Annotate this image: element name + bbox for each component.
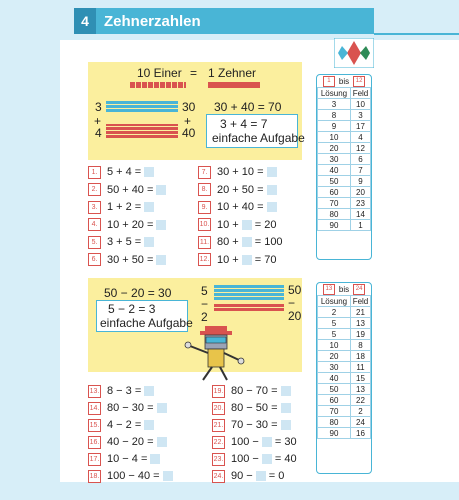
sub-bars-top bbox=[214, 284, 284, 300]
exercise-number: 13. bbox=[88, 385, 101, 398]
table-row bbox=[318, 373, 371, 384]
sub-r3: 20 bbox=[288, 309, 302, 323]
sub-simple-task-label: einfache Aufgabe bbox=[100, 316, 193, 330]
exercise-term: = bbox=[146, 218, 154, 231]
answer-table-2 bbox=[316, 282, 372, 474]
table-2-col-feld: Feld bbox=[350, 296, 370, 307]
exercise-term: = bbox=[146, 253, 154, 266]
table-1-range bbox=[317, 75, 371, 87]
table-1-col-feld: Feld bbox=[350, 88, 370, 99]
tens-bars-bottom bbox=[106, 124, 178, 138]
exercise-row bbox=[198, 183, 280, 197]
exercise-row bbox=[212, 418, 294, 432]
field-cell: 11 bbox=[350, 362, 370, 373]
table-row bbox=[318, 165, 371, 176]
header-rule bbox=[374, 33, 459, 35]
field-cell: 17 bbox=[350, 121, 370, 132]
exercise-term: 40 bbox=[131, 183, 144, 196]
table-row bbox=[318, 99, 371, 110]
exercise-expression-pre: 80 + bbox=[217, 236, 239, 248]
answer-table-1 bbox=[316, 74, 372, 260]
sub-a: 5 bbox=[201, 284, 208, 298]
exercise-expression-pre: 90 − bbox=[231, 470, 253, 482]
exercise-expression bbox=[107, 219, 153, 231]
exercise-number: 15. bbox=[88, 419, 101, 432]
exercise-term: 10 bbox=[107, 218, 120, 231]
field-cell: 18 bbox=[350, 351, 370, 362]
rule-equals: = bbox=[190, 66, 198, 80]
exercise-number: 12. bbox=[198, 253, 211, 266]
exercise-number: 16. bbox=[88, 436, 101, 449]
table-row bbox=[318, 417, 371, 428]
exercise-number: 23. bbox=[212, 453, 225, 466]
exercise-number: 21. bbox=[212, 419, 225, 432]
solution-cell: 40 bbox=[318, 165, 351, 176]
exercise-row bbox=[88, 452, 163, 466]
table-row bbox=[318, 362, 371, 373]
sub-b: 2 bbox=[201, 310, 208, 324]
exercise-number: 14. bbox=[88, 402, 101, 415]
exercise-number: 6. bbox=[88, 253, 101, 266]
table-2-col-loesung: Lösung bbox=[318, 296, 351, 307]
simple-task-label: einfache Aufgabe bbox=[212, 131, 305, 145]
publisher-logo-icon bbox=[334, 38, 374, 68]
table-2-grid bbox=[317, 295, 371, 439]
exercise-expression bbox=[107, 201, 141, 213]
exercise-row bbox=[198, 235, 283, 249]
solution-cell: 50 bbox=[318, 384, 351, 395]
field-cell: 10 bbox=[350, 99, 370, 110]
table-1-bis: bis bbox=[338, 76, 350, 86]
sub-r2: − bbox=[288, 296, 296, 310]
exercise-row bbox=[88, 418, 157, 432]
exercise-number: 1. bbox=[88, 166, 101, 179]
add-a: 3 bbox=[95, 100, 102, 114]
sub-minus: − bbox=[201, 297, 209, 311]
exercise-row bbox=[88, 401, 170, 415]
table-1-from: 1 bbox=[323, 76, 335, 87]
exercise-row bbox=[88, 235, 157, 249]
answer-blank[interactable] bbox=[163, 471, 173, 481]
solution-cell: 8 bbox=[318, 110, 351, 121]
solution-cell: 5 bbox=[318, 318, 351, 329]
exercise-term: 4 bbox=[125, 166, 132, 178]
exercise-row bbox=[212, 384, 294, 398]
table-1-to: 12 bbox=[353, 76, 365, 87]
table-row bbox=[318, 143, 371, 154]
exercise-row bbox=[212, 401, 294, 415]
solution-cell: 70 bbox=[318, 198, 351, 209]
exercise-number: 17. bbox=[88, 453, 101, 466]
exercise-number: 20. bbox=[212, 402, 225, 415]
answer-blank[interactable] bbox=[262, 437, 272, 447]
exercise-expression-post: = 100 bbox=[254, 236, 283, 248]
solution-cell: 80 bbox=[318, 417, 351, 428]
exercise-expression-pre: 20 + 50 = bbox=[217, 183, 264, 196]
table-2-range bbox=[317, 283, 371, 295]
answer-blank[interactable] bbox=[150, 454, 160, 464]
exercise-expression-post: = 30 bbox=[274, 436, 297, 448]
field-cell: 20 bbox=[350, 187, 370, 198]
exercise-row bbox=[88, 165, 157, 179]
solution-cell: 10 bbox=[318, 132, 351, 143]
answer-blank[interactable] bbox=[267, 202, 277, 212]
table-1-grid bbox=[317, 87, 371, 231]
answer-blank[interactable] bbox=[242, 255, 252, 265]
page-frame-left bbox=[0, 0, 60, 500]
exercise-number: 8. bbox=[198, 183, 211, 196]
answer-blank[interactable] bbox=[144, 386, 154, 396]
add-r3: 40 bbox=[182, 126, 196, 140]
exercise-term: + bbox=[122, 183, 129, 196]
exercise-row bbox=[88, 435, 170, 449]
exercise-row bbox=[88, 469, 176, 483]
solution-cell: 90 bbox=[318, 428, 351, 439]
sub-example-equation: 50 − 20 = 30 bbox=[104, 286, 172, 300]
table-row bbox=[318, 121, 371, 132]
exercise-term: 20 bbox=[131, 218, 144, 231]
exercise-expression-pre: 8 − 3 = bbox=[107, 385, 142, 397]
exercise-number: 10. bbox=[198, 218, 211, 231]
exercise-expression-pre: 100 − bbox=[231, 453, 259, 465]
example-equation: 30 + 40 = 70 bbox=[214, 100, 282, 114]
one-ten-bar bbox=[208, 82, 260, 88]
exercise-expression bbox=[107, 254, 153, 266]
answer-blank[interactable] bbox=[281, 386, 291, 396]
answer-blank[interactable] bbox=[144, 202, 154, 212]
solution-cell: 70 bbox=[318, 406, 351, 417]
field-cell: 15 bbox=[350, 373, 370, 384]
field-cell: 2 bbox=[350, 406, 370, 417]
table-1-col-loesung: Lösung bbox=[318, 88, 351, 99]
table-row bbox=[318, 340, 371, 351]
solution-cell: 20 bbox=[318, 143, 351, 154]
field-cell: 23 bbox=[350, 198, 370, 209]
table-row bbox=[318, 384, 371, 395]
exercise-number: 4. bbox=[88, 218, 101, 231]
exercise-number: 18. bbox=[88, 470, 101, 483]
add-b: 4 bbox=[95, 126, 102, 140]
exercise-expression-pre: 100 − 40 = bbox=[107, 470, 160, 482]
exercise-term: = bbox=[146, 183, 154, 196]
exercise-expression-pre: 80 − 50 = bbox=[231, 402, 278, 414]
exercise-term: + bbox=[122, 218, 129, 231]
exercise-expression-post: = 0 bbox=[268, 470, 285, 482]
exercise-expression-post: = 20 bbox=[254, 218, 277, 231]
exercise-expression-pre: 30 + 10 = bbox=[217, 166, 264, 178]
exercise-row bbox=[88, 218, 169, 232]
solution-cell: 40 bbox=[318, 373, 351, 384]
solution-cell: 2 bbox=[318, 307, 351, 318]
exercise-term: 3 bbox=[107, 236, 114, 248]
exercise-expression-pre: 10 + bbox=[217, 218, 239, 231]
field-cell: 19 bbox=[350, 329, 370, 340]
field-cell: 4 bbox=[350, 132, 370, 143]
table-row bbox=[318, 110, 371, 121]
table-row bbox=[318, 209, 371, 220]
robot-mascot-icon bbox=[175, 322, 255, 384]
solution-cell: 9 bbox=[318, 121, 351, 132]
exercise-expression-pre: 70 − 30 = bbox=[231, 419, 278, 431]
table-row bbox=[318, 318, 371, 329]
exercise-row bbox=[88, 384, 157, 398]
exercise-term: 50 bbox=[131, 253, 144, 266]
exercise-expression-pre: 80 − 30 = bbox=[107, 402, 154, 414]
table-row bbox=[318, 406, 371, 417]
exercise-expression bbox=[107, 236, 141, 248]
exercise-term: + bbox=[122, 253, 129, 266]
exercise-term: 1 bbox=[107, 201, 114, 213]
solution-cell: 60 bbox=[318, 187, 351, 198]
exercise-row bbox=[198, 253, 276, 267]
table-row bbox=[318, 220, 371, 231]
exercise-term: = bbox=[134, 166, 142, 178]
table-row bbox=[318, 351, 371, 362]
field-cell: 7 bbox=[350, 165, 370, 176]
exercise-expression-pre: 40 − 20 = bbox=[107, 436, 154, 448]
solution-cell: 30 bbox=[318, 362, 351, 373]
field-cell: 1 bbox=[350, 220, 370, 231]
exercise-expression-post: = 70 bbox=[254, 253, 277, 266]
table-2-to: 24 bbox=[353, 284, 365, 295]
exercise-term: + bbox=[116, 236, 123, 248]
solution-cell: 30 bbox=[318, 154, 351, 165]
field-cell: 21 bbox=[350, 307, 370, 318]
exercise-expression bbox=[107, 166, 141, 178]
exercise-term: 50 bbox=[107, 183, 120, 196]
rule-einer: 10 Einer bbox=[137, 66, 182, 80]
field-cell: 13 bbox=[350, 318, 370, 329]
field-cell: 6 bbox=[350, 154, 370, 165]
exercise-row bbox=[88, 200, 157, 214]
field-cell: 16 bbox=[350, 428, 370, 439]
exercise-number: 22. bbox=[212, 436, 225, 449]
table-row bbox=[318, 154, 371, 165]
exercise-expression-pre: 10 + bbox=[217, 253, 239, 266]
answer-blank[interactable] bbox=[156, 220, 166, 230]
exercise-expression-pre: 10 + 40 = bbox=[217, 201, 264, 213]
exercise-expression-pre: 4 − 2 = bbox=[107, 419, 142, 431]
exercise-number: 5. bbox=[88, 236, 101, 249]
exercise-number: 2. bbox=[88, 183, 101, 196]
exercise-number: 9. bbox=[198, 201, 211, 214]
chapter-title: Zehnerzahlen bbox=[104, 12, 201, 30]
answer-blank[interactable] bbox=[144, 420, 154, 430]
answer-blank[interactable] bbox=[157, 437, 167, 447]
field-cell: 13 bbox=[350, 384, 370, 395]
chapter-header bbox=[74, 8, 374, 34]
exercise-term: + bbox=[116, 166, 123, 178]
add-r2: + bbox=[184, 114, 192, 128]
tens-bars-top bbox=[106, 100, 178, 112]
exercise-expression-pre: 100 − bbox=[231, 436, 259, 448]
exercise-term: 2 bbox=[125, 201, 132, 213]
answer-blank[interactable] bbox=[242, 237, 252, 247]
table-row bbox=[318, 198, 371, 209]
field-cell: 14 bbox=[350, 209, 370, 220]
sub-bars-bottom bbox=[214, 303, 284, 311]
exercise-number: 7. bbox=[198, 166, 211, 179]
solution-cell: 90 bbox=[318, 220, 351, 231]
solution-cell: 50 bbox=[318, 176, 351, 187]
field-cell: 9 bbox=[350, 176, 370, 187]
answer-blank[interactable] bbox=[281, 403, 291, 413]
add-plus: + bbox=[94, 114, 102, 128]
table-row bbox=[318, 187, 371, 198]
chapter-number: 4 bbox=[74, 8, 96, 34]
exercise-term: 5 bbox=[107, 166, 114, 178]
solution-cell: 60 bbox=[318, 395, 351, 406]
exercise-expression-pre: 10 − 4 = bbox=[107, 453, 148, 465]
field-cell: 8 bbox=[350, 340, 370, 351]
exercise-number: 3. bbox=[88, 201, 101, 214]
answer-blank[interactable] bbox=[256, 471, 266, 481]
table-2-from: 13 bbox=[323, 284, 335, 295]
exercise-term: 30 bbox=[107, 253, 120, 266]
exercise-row bbox=[88, 183, 169, 197]
table-row bbox=[318, 176, 371, 187]
exercise-row bbox=[212, 452, 297, 466]
answer-blank[interactable] bbox=[156, 185, 166, 195]
table-2-bis: bis bbox=[338, 284, 350, 294]
table-row bbox=[318, 329, 371, 340]
solution-cell: 5 bbox=[318, 329, 351, 340]
exercise-term: = bbox=[134, 236, 142, 248]
field-cell: 24 bbox=[350, 417, 370, 428]
table-row bbox=[318, 132, 371, 143]
answer-blank[interactable] bbox=[267, 185, 277, 195]
exercise-row bbox=[198, 218, 276, 232]
answer-blank[interactable] bbox=[144, 237, 154, 247]
solution-cell: 3 bbox=[318, 99, 351, 110]
sub-simple-equation: 5 − 2 = 3 bbox=[108, 302, 156, 316]
answer-blank[interactable] bbox=[157, 403, 167, 413]
answer-blank[interactable] bbox=[144, 167, 154, 177]
exercise-row bbox=[88, 253, 169, 267]
exercise-row bbox=[212, 435, 297, 449]
field-cell: 3 bbox=[350, 110, 370, 121]
solution-cell: 80 bbox=[318, 209, 351, 220]
solution-cell: 10 bbox=[318, 340, 351, 351]
ten-units-blocks bbox=[130, 82, 186, 88]
exercise-number: 19. bbox=[212, 385, 225, 398]
exercise-row bbox=[198, 165, 280, 179]
exercise-expression-post: = 40 bbox=[274, 453, 297, 465]
exercise-expression-pre: 80 − 70 = bbox=[231, 385, 278, 397]
exercise-number: 11. bbox=[198, 236, 211, 249]
table-row bbox=[318, 307, 371, 318]
answer-blank[interactable] bbox=[156, 255, 166, 265]
exercise-term: = bbox=[134, 201, 142, 213]
field-cell: 22 bbox=[350, 395, 370, 406]
answer-blank[interactable] bbox=[267, 167, 277, 177]
exercise-expression bbox=[107, 184, 153, 196]
answer-blank[interactable] bbox=[262, 454, 272, 464]
exercise-term: + bbox=[116, 201, 123, 213]
add-r1: 30 bbox=[182, 100, 196, 114]
field-cell: 12 bbox=[350, 143, 370, 154]
answer-blank[interactable] bbox=[281, 420, 291, 430]
rule-zehner: 1 Zehner bbox=[208, 66, 257, 80]
table-row bbox=[318, 428, 371, 439]
exercise-row bbox=[198, 200, 280, 214]
solution-cell: 20 bbox=[318, 351, 351, 362]
table-row bbox=[318, 395, 371, 406]
page-frame-bottom bbox=[0, 482, 459, 500]
sub-r1: 50 bbox=[288, 283, 302, 297]
simple-equation: 3 + 4 = 7 bbox=[220, 117, 268, 131]
exercise-term: 5 bbox=[125, 236, 132, 248]
exercise-number: 24. bbox=[212, 470, 225, 483]
exercise-row bbox=[212, 469, 284, 483]
answer-blank[interactable] bbox=[242, 220, 252, 230]
